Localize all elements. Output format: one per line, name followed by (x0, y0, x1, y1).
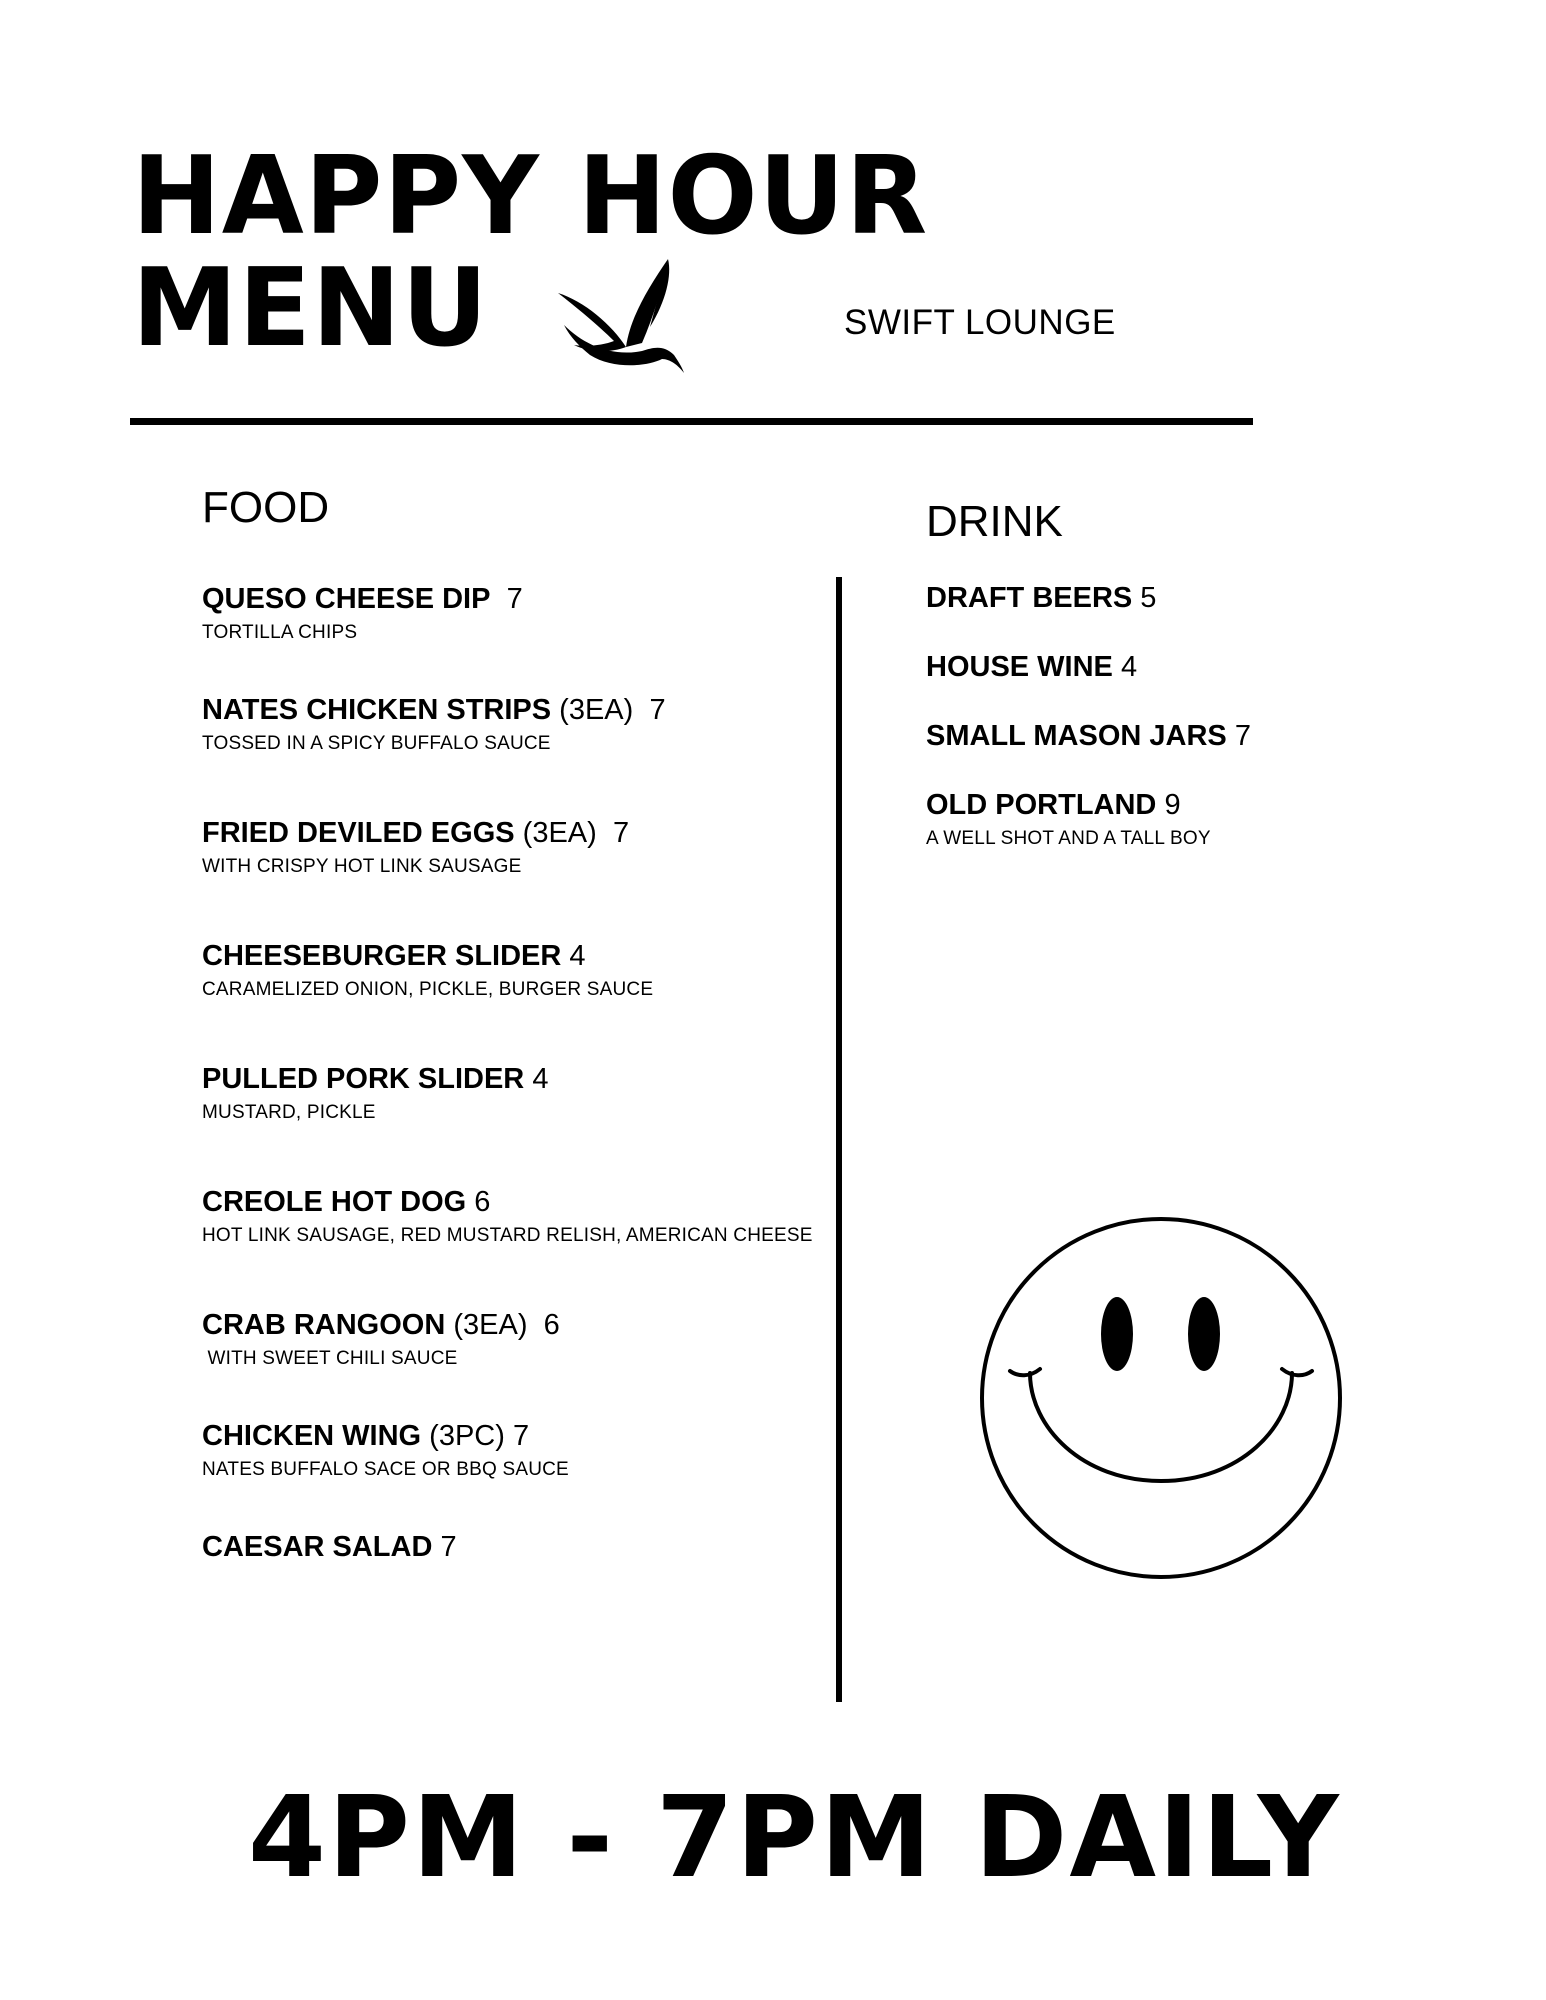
food-item-name: CHICKEN WING (202, 1420, 422, 1452)
food-item-qty: (3EA) (559, 694, 634, 726)
food-item-desc: WITH CRISPY HOT LINK SAUSAGE (202, 856, 522, 877)
food-item-cheeseburger-slider (202, 938, 653, 1002)
drink-item-price: 9 (1164, 789, 1181, 821)
food-item-name: CRAB RANGOON (202, 1309, 446, 1341)
food-item-price: 7 (440, 1531, 457, 1563)
food-item-crab-rangoon (202, 1307, 560, 1371)
drink-item-house-wine (926, 649, 1137, 685)
food-item-price: 7 (649, 694, 666, 726)
food-item-qty: (3EA) (453, 1309, 528, 1341)
drink-item-name: HOUSE WINE (926, 651, 1113, 683)
drink-item-draft-beers (926, 580, 1156, 616)
food-item-desc: MUSTARD, PICKLE (202, 1102, 376, 1123)
food-item-creole-hot-dog (202, 1184, 813, 1248)
food-item-price: 7 (512, 1420, 530, 1452)
food-item-desc: WITH SWEET CHILI SAUCE (202, 1348, 458, 1369)
food-item-queso (202, 581, 523, 645)
food-item-desc: HOT LINK SAUSAGE, RED MUSTARD RELISH, AMERICAN CHEESE (202, 1225, 813, 1246)
food-item-price: 4 (569, 940, 586, 972)
food-item-price: 7 (506, 583, 523, 615)
drink-item-price: 4 (1120, 651, 1138, 683)
food-item-name: FRIED DEVILED EGGS (202, 817, 515, 849)
food-item-qty: (3PC) (429, 1420, 505, 1452)
swallow-bird-icon (550, 255, 690, 375)
food-item-desc: NATES BUFFALO SACE OR BBQ SAUCE (202, 1459, 569, 1480)
food-item-price: 6 (543, 1309, 560, 1341)
drink-item-name: DRAFT BEERS (926, 582, 1133, 614)
food-item-caesar-salad (202, 1529, 457, 1565)
drink-item-old-portland (926, 787, 1211, 851)
food-item-chicken-wing (202, 1418, 569, 1482)
hours-banner: 4PM - 7PM DAILY (248, 1773, 1341, 1903)
drink-item-price: 7 (1234, 720, 1251, 752)
drink-item-name: SMALL MASON JARS (926, 720, 1227, 752)
venue-name: SWIFT LOUNGE (844, 303, 1116, 342)
column-divider (836, 577, 842, 1702)
food-item-qty: (3EA) (522, 817, 597, 849)
food-item-deviled-eggs (202, 815, 629, 879)
drink-item-small-mason-jars (926, 718, 1251, 754)
food-heading: FOOD (202, 483, 330, 532)
food-item-name: CREOLE HOT DOG (202, 1186, 467, 1218)
drink-item-desc: A WELL SHOT AND A TALL BOY (926, 828, 1211, 849)
menu-title-line2: MENU (132, 245, 489, 371)
drink-heading: DRINK (926, 497, 1063, 546)
drink-item-price: 5 (1140, 582, 1157, 614)
food-item-name: QUESO CHEESE DIP (202, 583, 491, 615)
food-item-desc: CARAMELIZED ONION, PICKLE, BURGER SAUCE (202, 979, 654, 1000)
menu-title-line1: HAPPY HOUR (132, 132, 929, 259)
drink-item-name: OLD PORTLAND (926, 789, 1157, 821)
food-item-name: PULLED PORK SLIDER (202, 1063, 525, 1095)
food-item-name: CAESAR SALAD (202, 1531, 433, 1563)
food-item-desc: TOSSED IN A SPICY BUFFALO SAUCE (202, 733, 551, 754)
menu-title (132, 132, 929, 371)
header-divider (130, 418, 1253, 425)
food-item-chicken-strips (202, 692, 666, 756)
food-item-name: NATES CHICKEN STRIPS (202, 694, 552, 726)
food-item-name: CHEESEBURGER SLIDER (202, 940, 562, 972)
food-item-price: 7 (612, 817, 630, 849)
food-item-pulled-pork-slider (202, 1061, 548, 1125)
food-item-desc: TORTILLA CHIPS (202, 622, 358, 643)
smiley-face-icon (978, 1215, 1344, 1581)
food-item-price: 4 (532, 1063, 549, 1095)
food-item-price: 6 (474, 1186, 491, 1218)
